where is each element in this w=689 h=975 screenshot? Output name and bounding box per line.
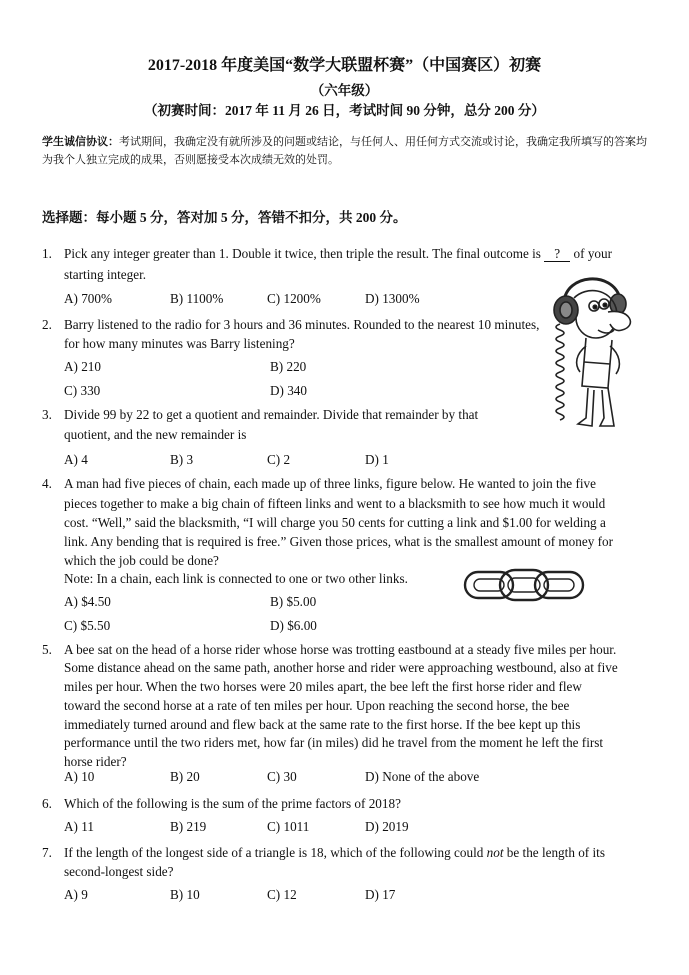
chain-links-illustration [462,566,586,604]
question-text-line: immediately turned around and flew back at the same rate to the first horse. If the bee kept up this [64,717,581,732]
question-text-line: for how many minutes was Barry listening? [64,336,295,351]
question-text-line: Divide 99 by 22 to get a quotient and remainder. Divide that remainder by that [64,407,479,422]
question-text-line: cost. “Well,” said the blacksmith, “I will charge you 50 cents for cutting a link and $1.00 for welding a [64,515,606,530]
emphasis-text: not [486,845,504,860]
option-a[interactable]: A) 10 [64,769,95,784]
option-b[interactable]: B) 1100% [170,291,224,306]
option-d[interactable]: D) 2019 [365,819,409,834]
option-a[interactable]: A) $4.50 [64,594,111,609]
option-b[interactable]: B) 220 [270,359,307,374]
option-b[interactable]: B) 219 [170,819,207,834]
question-text-line: Note: In a chain, each link is connected to one or two other links. [64,571,408,586]
question-number: 1. [42,246,52,261]
question-text-line: which the job could be done? [64,553,219,568]
option-d[interactable]: D) 340 [270,383,307,398]
option-c[interactable]: C) 330 [64,383,101,398]
question-text-line [64,245,612,264]
option-c[interactable]: C) 1200% [267,291,321,306]
question-text-line: A man had five pieces of chain, each made up of three links, figure below. He wanted to join the five [64,476,596,491]
option-c[interactable]: C) 12 [267,887,297,902]
option-d[interactable]: D) 17 [365,887,396,902]
option-a[interactable]: A) 4 [64,452,88,467]
option-d[interactable]: D) None of the above [365,769,480,784]
question-text-line [64,844,605,863]
question-text-line: horse rider? [64,754,127,769]
option-d[interactable]: D) 1300% [365,291,420,306]
pledge-label: 学生诚信协议： [42,136,119,148]
option-d[interactable]: D) 1 [365,452,389,467]
question-number: 6. [42,796,52,811]
answer-blank: ? [544,247,570,262]
question-text-line: Barry listened to the radio for 3 hours and 36 minutes. Rounded to the nearest 10 minutes, [64,317,540,332]
headphones-cartoon-illustration [546,268,650,434]
question-text-line: performance until the two riders met, how far (in miles) did he travel from the moment he left the first [64,735,604,750]
question-text-line: starting integer. [64,267,147,282]
question-text: of your [573,246,612,261]
question-text-line: second-longest side? [64,864,174,879]
question-text: If the length of the longest side of a triangle is 18, which of the following could [64,845,484,860]
option-c[interactable]: C) 30 [267,769,297,784]
option-b[interactable]: B) $5.00 [270,594,317,609]
page-title: 2017-2018 年度美国“数学大联盟杯赛”（中国赛区）初赛 [147,57,542,74]
option-b[interactable]: B) 20 [170,769,200,784]
question-text-line: Some distance ahead on the same path, another horse and rider were approaching westbound, also at five [64,660,618,675]
question-number: 3. [42,407,52,422]
option-a[interactable]: A) 210 [64,359,101,374]
option-c[interactable]: C) 1011 [267,819,310,834]
pledge-text: 考试期间，我确定没有就所涉及的问题或结论，与任何人、用任何方式交流或讨论，我确定我所填写的答案均为我个人独立完成的成果，否则愿接受本次成绩无效的处罚。 [42,136,647,166]
option-c[interactable]: C) 2 [267,452,291,467]
question-text-line: quotient, and the new remainder is [64,427,247,442]
question-text-line: link. Any bending that is required is free.” Given those prices, what is the smallest amount of money for [64,534,613,549]
section-heading: 选择题：每小题 5 分，答对加 5 分，答错不扣分，共 200 分。 [42,210,407,225]
question-text-line: A bee sat on the head of a horse rider whose horse was trotting eastbound at a steady five miles per hour. [64,642,617,657]
option-c[interactable]: C) $5.50 [64,618,111,633]
grade-label: （六年级） [310,83,379,98]
question-number: 2. [42,317,52,332]
option-a[interactable]: A) 11 [64,819,94,834]
question-text-line: Which of the following is the sum of the prime factors of 2018? [64,796,401,811]
question-text-line: miles per hour. When the two horses were 20 miles apart, the bee left the first horse rider and flew [64,679,582,694]
integrity-pledge [42,133,652,169]
question-number: 7. [42,845,52,860]
option-b[interactable]: B) 3 [170,452,194,467]
option-a[interactable]: A) 9 [64,887,88,902]
question-text: be the length of its [506,845,605,860]
question-number: 5. [42,642,52,657]
exam-info: （初赛时间：2017 年 11 月 26 日，考试时间 90 分钟，总分 200 分） [144,103,545,118]
question-number: 4. [42,476,52,491]
question-text-line: toward the second horse at a rate of ten miles per hour. Upon reaching the second horse, the bee [64,698,570,713]
option-a[interactable]: A) 700% [64,291,112,306]
option-d[interactable]: D) $6.00 [270,618,317,633]
question-text-line: pieces together to make a big chain of fifteen links and went to a blacksmith to see how much it would [64,496,606,511]
question-text: Pick any integer greater than 1. Double it twice, then triple the result. The final outcome is [64,246,541,261]
option-b[interactable]: B) 10 [170,887,200,902]
